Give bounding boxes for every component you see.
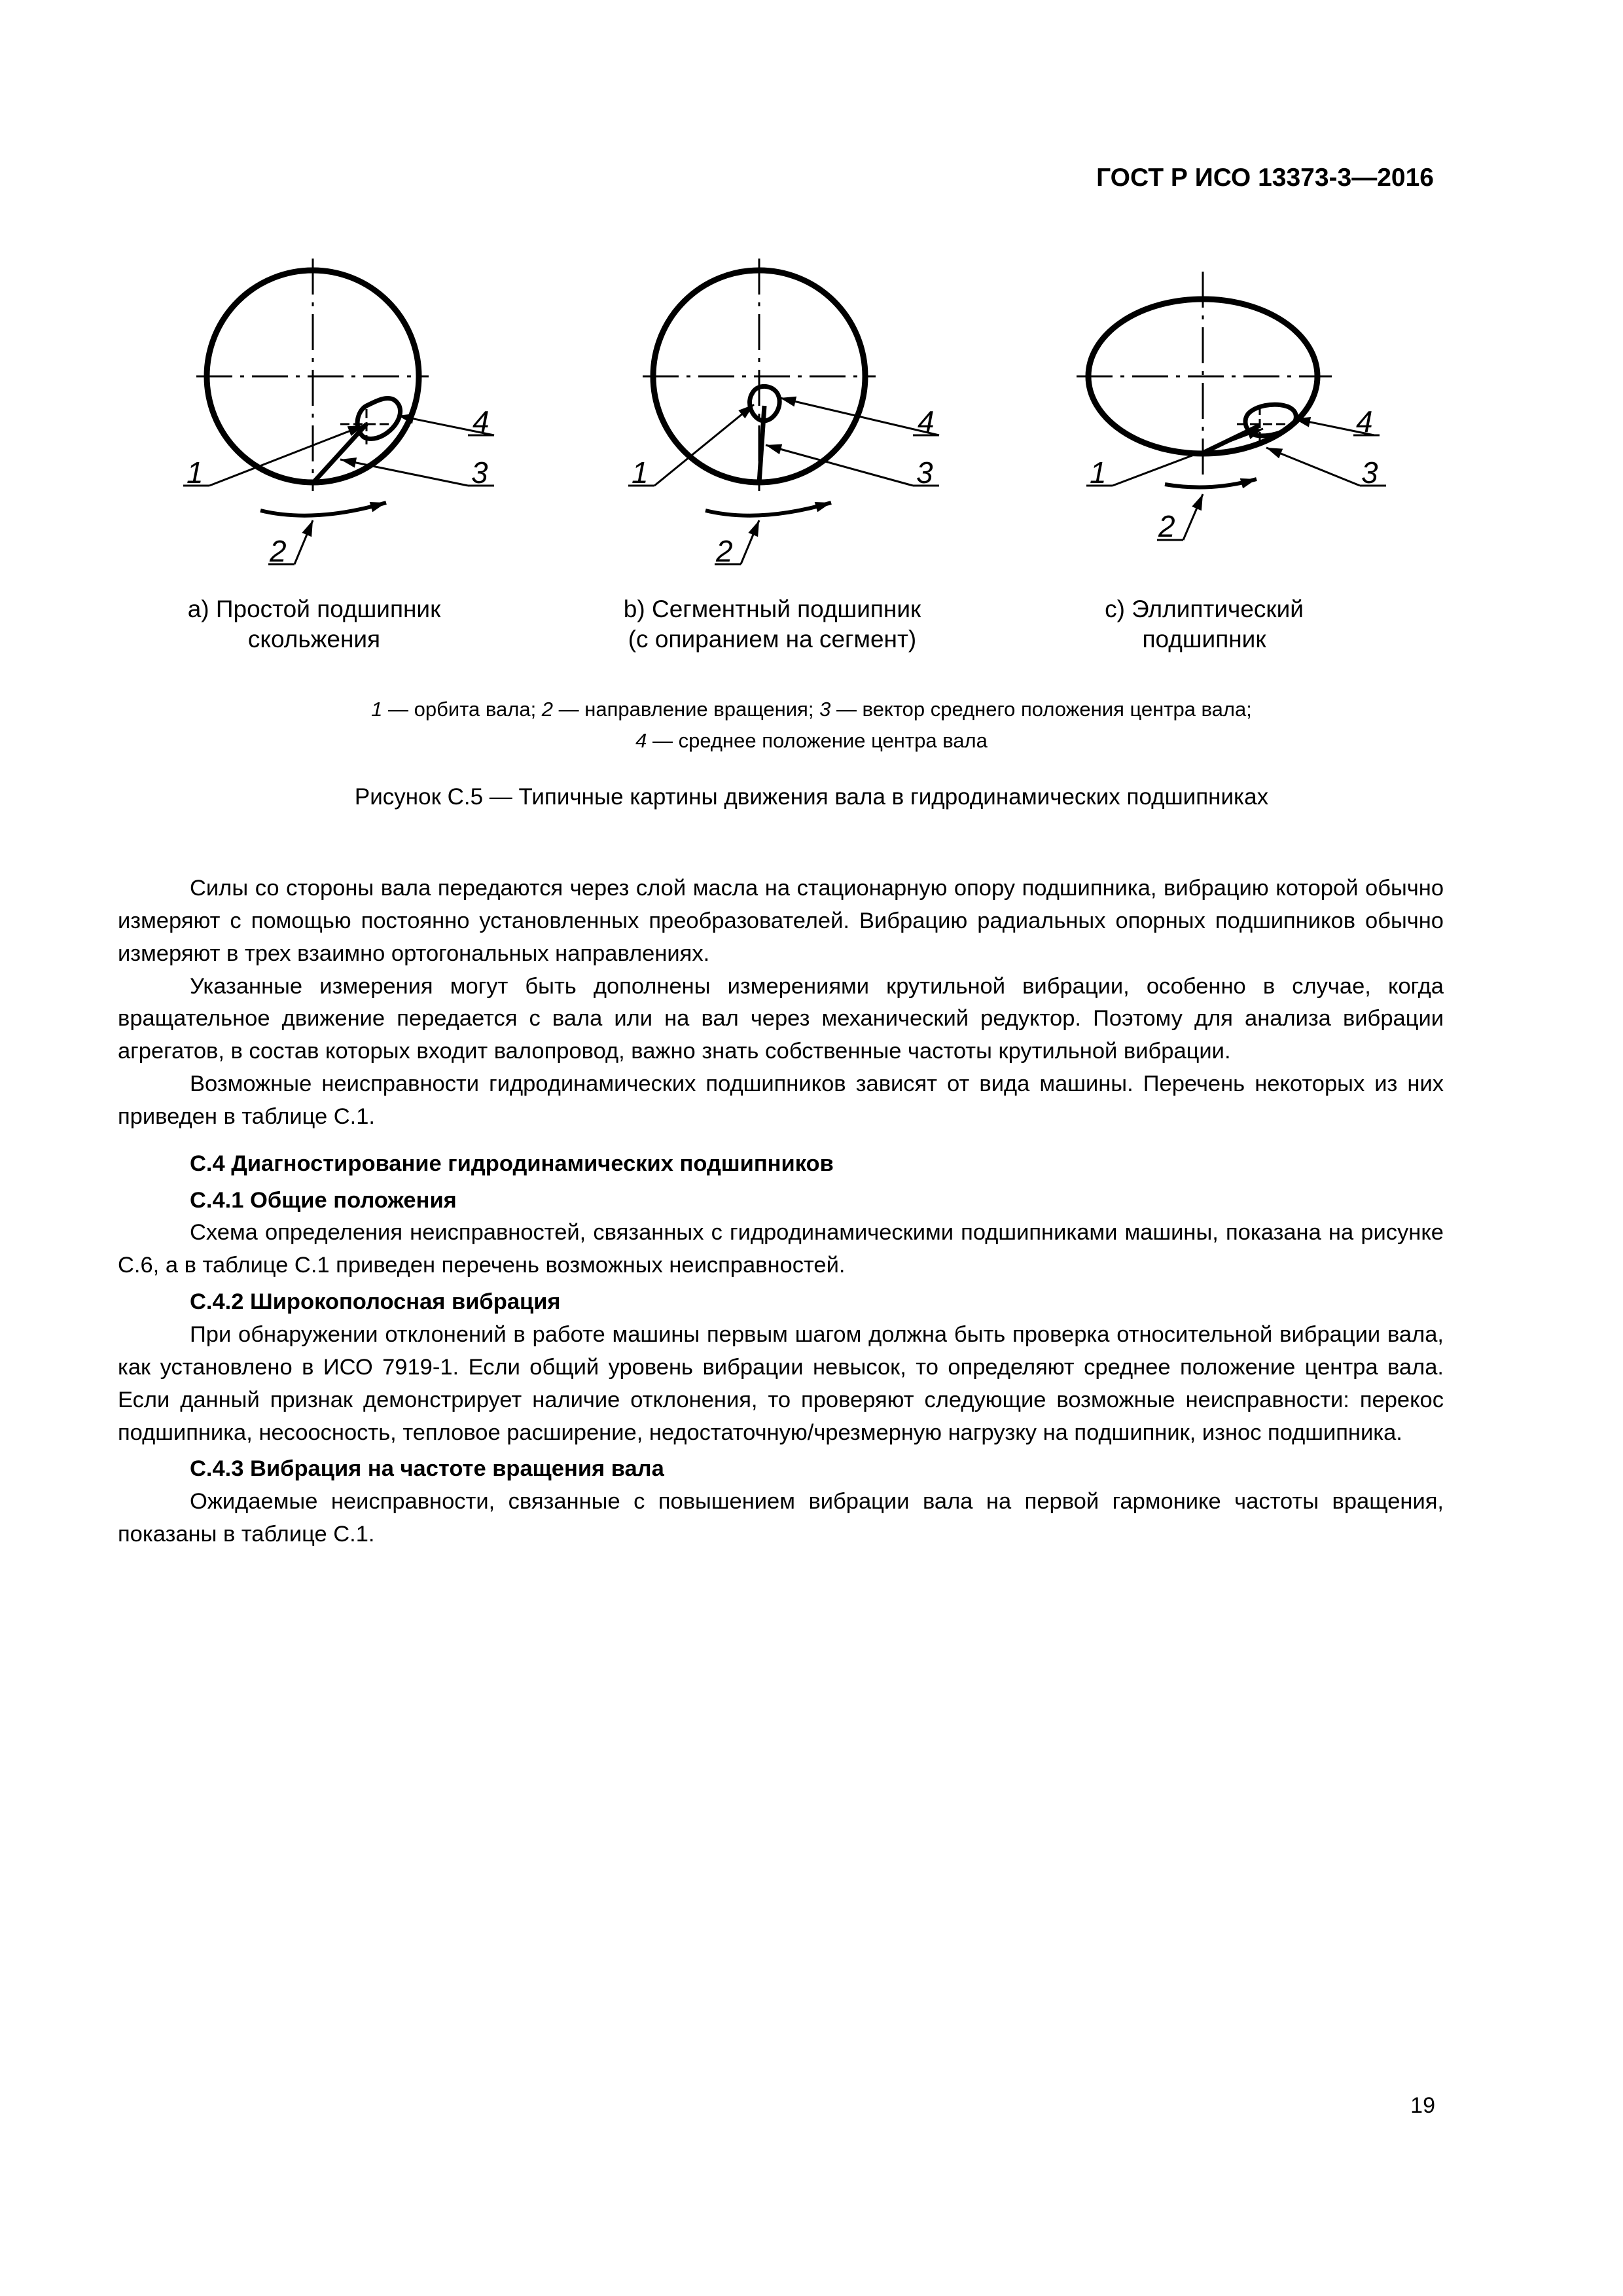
panel-a-label-2: 2 [270, 534, 287, 568]
legend-line-2 [0, 725, 1623, 757]
panel-c-leader-3 [1266, 448, 1360, 486]
paragraph-2: Указанные измерения могут быть дополнены измерениями крутильной вибрации, особенно в случае, когда вращательное движение передается с вала или на вал через механический редуктор. Поэтому для анализа вибрации агрегатов, в состав которых входит валопровод, важно знать собственные частоты крутильной вибрации. [118, 973, 1444, 1064]
subcaption-c [1067, 594, 1342, 655]
subcaption-c-line2: подшипник [1142, 626, 1266, 653]
heading-c42: С.4.2 Широкополосная вибрация [190, 1289, 561, 1315]
panel-b-leader-2 [741, 520, 759, 564]
panel-c-label-1: 1 [1090, 456, 1107, 490]
figure-legend [0, 694, 1623, 757]
legend-num-1: 1 [371, 698, 383, 721]
legend-text-1: — орбита вала; [382, 698, 542, 721]
panel-b-leader-1 [654, 404, 754, 486]
bearing-figure [0, 242, 1623, 583]
legend-text-4: — среднее положение центра вала [647, 729, 988, 753]
paragraph-1: Силы со стороны вала передаются через слой масла на стационарную опору подшипника, вибрацию которой обычно измеряют с помощью постоянно установленных преобразователей. Вибрацию радиальных опорных подшипников обычно измеряют в трех взаимно ортогональных направлениях. [118, 876, 1444, 966]
panel-b-rotation-arrow [705, 503, 831, 516]
legend-line-1 [0, 694, 1623, 725]
panel-b-label-2: 2 [716, 534, 733, 568]
panel-a-diagram [183, 259, 494, 564]
panel-c-label-4: 4 [1356, 404, 1373, 439]
panel-c-leader-2 [1183, 494, 1203, 540]
paragraph-3: Возможные неисправности гидродинамических подшипников зависят от вида машины. Перечень некоторых из них приведен в таблице С.1. [118, 1071, 1444, 1129]
panel-a-leader-2 [294, 520, 313, 564]
panel-c-label-3: 3 [1361, 456, 1378, 490]
paragraph-4: Схема определения неисправностей, связанных с гидродинамическими подшипниками машины, показана на рисунке С.6, а в таблице С.1 приведен перечень возможных неисправностей. [118, 1220, 1444, 1278]
legend-num-4: 4 [635, 729, 647, 753]
panel-c-diagram [1077, 272, 1386, 540]
panel-c-rotation-arrow [1165, 479, 1257, 488]
panel-a-label-3: 3 [471, 456, 488, 490]
panel-a-label-4: 4 [473, 404, 490, 439]
panel-b-label-3: 3 [916, 456, 933, 490]
panel-b-label-1: 1 [632, 456, 649, 490]
figure-caption: Рисунок С.5 — Типичные картины движения вала в гидродинамических подшипниках [354, 784, 1269, 810]
subcaption-a-line2: скольжения [247, 626, 381, 653]
panel-a-orbit [357, 398, 400, 439]
panel-b-diagram [628, 259, 939, 564]
heading-c43: С.4.3 Вибрация на частоте вращения вала [190, 1456, 664, 1482]
panel-c-label-2: 2 [1158, 509, 1175, 543]
paragraph-5: При обнаружении отклонений в работе машины первым шагом должна быть проверка относительной вибрации вала, как установлено в ИСО 7919-1. Если общий уровень вибрации невысок, то определяют среднее положение центра вала. Если данный признак демонстрирует наличие отклонения, то проверяют следующие возможные неисправности: перекос подшипника, несоосность, тепловое расширение, недостаточную/чрезмерную нагрузку на подшипник, износ подшипника. [118, 1321, 1444, 1445]
subcaption-a [164, 594, 465, 655]
subcaption-b [596, 594, 949, 655]
legend-num-2: 2 [541, 698, 554, 721]
panel-b-label-4: 4 [918, 404, 935, 439]
paragraph-6: Ожидаемые неисправности, связанные с повышением вибрации вала на первой гармонике частоты вращения, показаны в таблице С.1. [118, 1489, 1444, 1547]
subcaption-c-line1: c) Эллиптический [1105, 596, 1304, 622]
subcaption-b-line1: b) Сегментный подшипник [623, 596, 921, 622]
heading-c41: С.4.1 Общие положения [190, 1187, 457, 1213]
body-text [118, 872, 1444, 1551]
legend-text-2: — направление вращения; [553, 698, 820, 721]
subcaption-a-line1: a) Простой подшипник [187, 596, 441, 622]
subcaption-b-line2: (с опиранием на сегмент) [628, 626, 917, 653]
page-number: 19 [1410, 2093, 1435, 2118]
heading-c4: С.4 Диагностирование гидродинамических подшипников [190, 1151, 834, 1176]
panel-a-label-1: 1 [187, 456, 204, 490]
legend-num-3: 3 [819, 698, 831, 721]
panel-a-rotation-arrow [260, 503, 386, 516]
document-header: ГОСТ Р ИСО 13373-3—2016 [1096, 164, 1434, 192]
legend-text-3: — вектор среднего положения центра вала; [830, 698, 1252, 721]
